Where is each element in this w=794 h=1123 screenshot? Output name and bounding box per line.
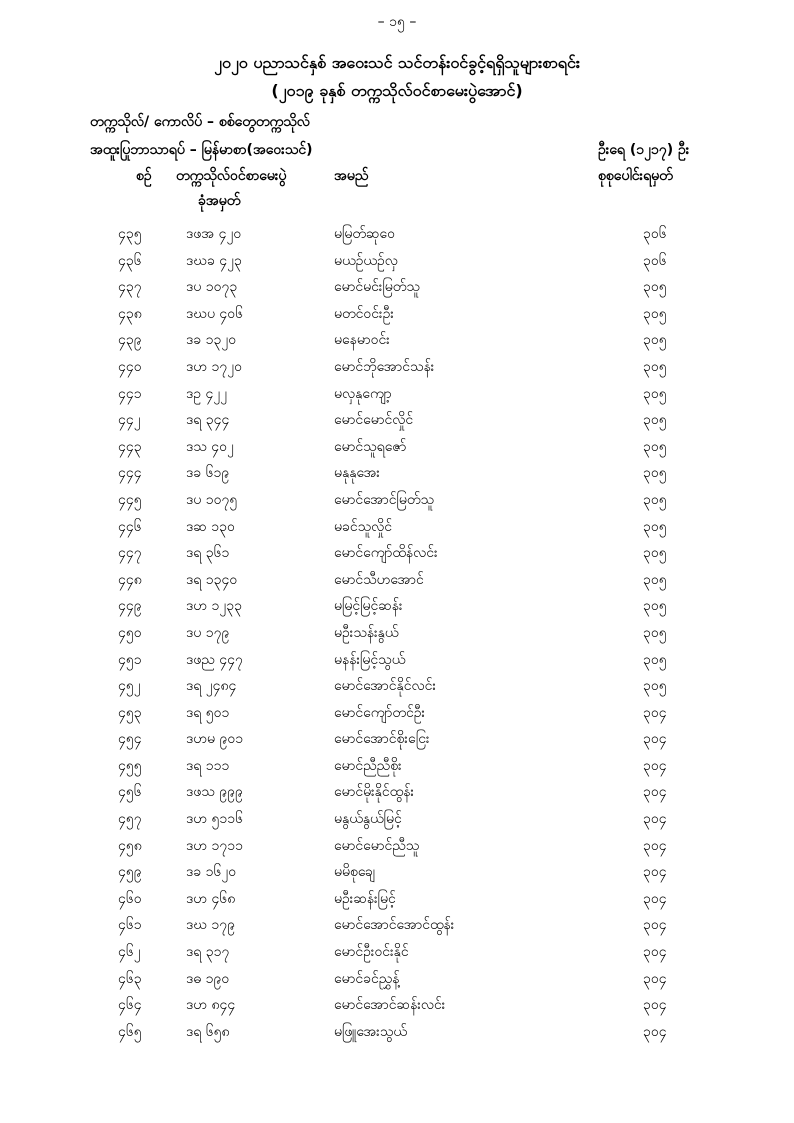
table-row (0, 940, 794, 967)
table-row (0, 594, 794, 621)
row-total-marks: ၃၀၅ (643, 358, 667, 375)
row-name: မနုနုအေး (334, 465, 380, 482)
header-roll-line2: ခုံအမှတ် (198, 193, 241, 209)
table-row (0, 701, 794, 728)
table-row (0, 860, 794, 887)
table-row (0, 993, 794, 1020)
row-name: မောင်အောင်အောင်ထွန်း (334, 917, 455, 934)
row-serial-no: ၄၅၇ (118, 811, 142, 828)
row-roll-number: ဒရ ၂၄၈၄ (186, 678, 237, 695)
row-total-marks: ၃၀၆ (643, 226, 667, 242)
table-row (0, 355, 794, 382)
university-line: တက္ကသိုလ်/ ကောလိပ် – စစ်တွေတက္ကသိုလ် (90, 114, 310, 130)
results-list (0, 222, 794, 1046)
table-row (0, 222, 794, 249)
row-serial-no: ၄၄၉ (118, 598, 142, 615)
row-total-marks: ၃၀၅ (643, 385, 667, 402)
table-row (0, 408, 794, 435)
table-row (0, 382, 794, 409)
row-name: မနန်းမြင့်သွယ် (334, 651, 406, 668)
row-roll-number: ဒဟမ ၉၀၁ (186, 731, 244, 748)
row-name: မဖြူအေးသွယ် (334, 1023, 407, 1040)
row-serial-no: ၄၆၄ (118, 997, 142, 1014)
row-roll-number: ဒဟ ၄၆၈ (186, 890, 236, 907)
row-total-marks: ၃၀၅ (643, 571, 667, 588)
row-total-marks: ၃၀၆ (643, 252, 667, 269)
table-row (0, 249, 794, 276)
row-total-marks: ၃၀၄ (643, 970, 667, 987)
row-roll-number: ဒဃခ ၄၂၃ (186, 252, 242, 269)
row-total-marks: ၃၀၅ (643, 491, 667, 508)
row-serial-no: ၄၅၈ (118, 837, 142, 854)
row-roll-number: ဒခ ၁၃၂၀ (186, 332, 237, 349)
row-roll-number: ဒခ ၁၆၂၀ (186, 864, 237, 881)
row-serial-no: ၄၃၅ (118, 226, 142, 242)
row-serial-no: ၄၅၅ (118, 757, 142, 774)
table-row (0, 461, 794, 488)
table-row (0, 302, 794, 329)
row-total-marks: ၃၀၄ (643, 917, 667, 934)
row-roll-number: ဒဟ ၁၇၂၀ (186, 358, 242, 375)
row-roll-number: ဒဖည ၄၄၇ (186, 651, 243, 668)
row-total-marks: ၃၀၄ (643, 811, 667, 828)
row-serial-no: ၄၃၈ (118, 305, 142, 322)
table-row (0, 887, 794, 914)
row-roll-number: ဒပ ၁၇၉ (186, 624, 230, 641)
row-roll-number: ဒရ ၃၄၄ (186, 412, 230, 429)
row-total-marks: ၃၀၄ (643, 837, 667, 854)
row-name: မောင်ကျော်ထိန်လင်း (334, 545, 438, 562)
row-serial-no: ၄၆၀ (118, 890, 142, 907)
table-row (0, 541, 794, 568)
header-serial-no: စဉ် (136, 168, 152, 184)
page-number: – ၁၅ – (377, 14, 417, 30)
row-roll-number: ဒဟ ၈၄၄ (186, 997, 236, 1014)
row-serial-no: ၄၅၁ (118, 651, 142, 668)
table-row (0, 488, 794, 515)
row-name: မမိစုချေ (334, 864, 376, 881)
table-row (0, 275, 794, 302)
row-serial-no: ၄၄၅ (118, 491, 142, 508)
row-roll-number: ဒဆ ၁၃၀ (186, 518, 235, 535)
row-roll-number: ဒဃပ ၄၀၆ (186, 305, 244, 322)
table-row (0, 807, 794, 834)
row-serial-no: ၄၃၉ (118, 332, 142, 349)
row-total-marks: ၃၀၅ (643, 545, 667, 562)
row-name: မောင်အောင်စိုးငြေး (334, 731, 430, 748)
table-row (0, 967, 794, 994)
row-name: မယဉ်ယဉ်လှ (334, 252, 398, 269)
header-roll-number (176, 164, 286, 214)
row-total-marks: ၃၀၄ (643, 757, 667, 774)
table-row (0, 328, 794, 355)
row-roll-number: ဒသ ၄၀၂ (186, 438, 234, 455)
row-name: မတင်ဝင်းဦး (334, 305, 394, 322)
row-roll-number: ဒရ ၃၆၁ (186, 545, 230, 562)
row-roll-number: ဒဥ ၄၂၂ (186, 385, 228, 402)
row-total-marks: ၃၀၄ (643, 784, 667, 801)
row-name: မောင်သီဟအောင် (334, 571, 424, 588)
row-name: မောင်မိုးနိုင်ထွန်း (334, 784, 415, 801)
row-name: မောင်အောင်ဆန်းလင်း (334, 997, 446, 1014)
row-name: မောင်ညီညီစိုး (334, 757, 402, 774)
row-roll-number: ဒပ ၁၀၇၅ (186, 491, 238, 508)
row-roll-number: ဒဟ ၁၂၃၃ (186, 598, 242, 615)
row-total-marks: ၃၀၅ (643, 412, 667, 429)
row-serial-no: ၄၄၈ (118, 571, 142, 588)
row-name: မဦးသန်းနွယ် (334, 624, 399, 641)
row-name: မောင်မင်းမြတ်သူ (334, 279, 420, 296)
row-name: မဦးဆန်းမြင့် (334, 890, 396, 907)
row-serial-no: ၄၄၀ (118, 358, 142, 375)
row-total-marks: ၃၀၄ (643, 731, 667, 748)
row-roll-number: ဒဟ ၁၇၁၁ (186, 837, 243, 854)
row-name: မောင်ခင်ညွှန့် (334, 970, 400, 987)
row-name: မောင်သူရဇော် (334, 438, 407, 455)
row-name: မောင်ကျော်တင်ဦး (334, 704, 426, 721)
row-total-marks: ၃၀၅ (643, 598, 667, 615)
row-serial-no: ၄၅၉ (118, 864, 142, 881)
row-roll-number: ဒပ ၁၀၇၃ (186, 279, 238, 296)
table-row (0, 621, 794, 648)
row-name: မခင်သူလှိုင် (334, 518, 393, 535)
row-roll-number: ဒဓ ၁၉၀ (186, 970, 230, 987)
row-serial-no: ၄၄၃ (118, 438, 142, 455)
table-row (0, 515, 794, 542)
document-title: ၂၀၂၀ ပညာသင်နှစ် အဝေးသင် သင်တန်းဝင်ခွင့်ရရှိသူများစာရင်း (214, 53, 580, 72)
row-name: မနွယ်နွယ်မြင့် (334, 811, 402, 828)
row-name: မနေမာဝင်း (334, 332, 390, 349)
row-roll-number: ဒခ ၆၁၉ (186, 465, 230, 482)
row-total-marks: ၃၀၅ (643, 332, 667, 349)
row-name: မောင်ဘိုအောင်သန်း (334, 358, 435, 375)
row-total-marks: ၃၀၄ (643, 1023, 667, 1040)
row-serial-no: ၄၅၆ (118, 784, 142, 801)
row-name: မလှနုကျော့ (334, 385, 392, 402)
row-total-marks: ၃၀၅ (643, 279, 667, 296)
table-row (0, 913, 794, 940)
row-serial-no: ၄၃၆ (118, 252, 142, 269)
row-total-marks: ၃၀၄ (643, 704, 667, 721)
row-serial-no: ၄၄၄ (118, 465, 142, 482)
row-total-marks: ၃၀၅ (643, 465, 667, 482)
row-roll-number: ဒဖအ ၄၂၀ (186, 226, 242, 242)
row-serial-no: ၄၃၇ (118, 279, 142, 296)
row-total-marks: ၃၀၅ (643, 678, 667, 695)
row-total-marks: ၃၀၅ (643, 518, 667, 535)
row-roll-number: ဒရ ၁၁၁ (186, 757, 230, 774)
row-serial-no: ၄၄၆ (118, 518, 142, 535)
row-serial-no: ၄၆၃ (118, 970, 142, 987)
header-roll-line1: တက္ကသိုလ်ဝင်စာမေးပွဲ (176, 168, 287, 184)
table-row (0, 674, 794, 701)
row-total-marks: ၃၀၄ (643, 944, 667, 961)
table-row (0, 780, 794, 807)
row-total-marks: ၃၀၅ (643, 651, 667, 668)
row-roll-number: ဒရ ၁၃၄၀ (186, 571, 238, 588)
header-name: အမည် (334, 168, 369, 184)
table-row (0, 754, 794, 781)
row-serial-no: ၄၆၅ (118, 1023, 142, 1040)
row-roll-number: ဒဖသ ၉၉၉ (186, 784, 243, 801)
table-row (0, 568, 794, 595)
row-total-marks: ၃၀၄ (643, 997, 667, 1014)
row-total-marks: ၃၀၅ (643, 438, 667, 455)
row-serial-no: ၄၅၂ (118, 678, 141, 695)
table-row (0, 648, 794, 675)
row-roll-number: ဒဟ ၅၁၁၆ (186, 811, 243, 828)
row-serial-no: ၄၅၃ (118, 704, 142, 721)
table-row (0, 1020, 794, 1047)
row-serial-no: ၄၅၀ (118, 624, 142, 641)
header-total-marks: စုစုပေါင်းရမှတ် (598, 168, 673, 184)
row-name: မမြတ်ဆုဝေ (334, 226, 395, 242)
row-total-marks: ၃၀၅ (643, 305, 667, 322)
document-subtitle: (၂၀၁၉ ခုနှစ် တက္ကသိုလ်ဝင်စာမေးပွဲအောင်) (271, 81, 523, 100)
row-serial-no: ၄၄၇ (118, 545, 142, 562)
row-serial-no: ၄၄၁ (118, 385, 142, 402)
row-serial-no: ၄၆၂ (118, 944, 141, 961)
row-serial-no: ၄၄၂ (118, 412, 141, 429)
row-name: မောင်အောင်နိုင်လင်း (334, 678, 436, 695)
row-name: မောင်မောင်လှိုင် (334, 412, 414, 429)
row-roll-number: ဒရ ၆၅၈ (186, 1023, 230, 1040)
row-serial-no: ၄၅၄ (118, 731, 142, 748)
row-name: မောင်အောင်မြတ်သူ (334, 491, 435, 508)
row-serial-no: ၄၆၁ (118, 917, 142, 934)
row-roll-number: ဒဃ ၁၇၉ (186, 917, 236, 934)
row-total-marks: ၃၀၄ (643, 890, 667, 907)
row-roll-number: ဒရ ၃၁၇ (186, 944, 230, 961)
table-row (0, 435, 794, 462)
subject-line: အထူးပြုဘာသာရပ် – မြန်မာစာ(အဝေးသင်) (90, 142, 313, 158)
row-roll-number: ဒရ ၅၀၁ (186, 704, 230, 721)
total-count: ဦးရေ (၁၂၁၇) ဦး (598, 142, 690, 158)
row-total-marks: ၃၀၄ (643, 864, 667, 881)
table-row (0, 834, 794, 861)
row-total-marks: ၃၀၅ (643, 624, 667, 641)
row-name: မောင်ဦးဝင်းနိုင် (334, 944, 409, 961)
row-name: မောင်မောင်ညီသူ (334, 837, 420, 854)
table-row (0, 727, 794, 754)
row-name: မမြင့်မြင့်ဆန်း (334, 598, 403, 615)
